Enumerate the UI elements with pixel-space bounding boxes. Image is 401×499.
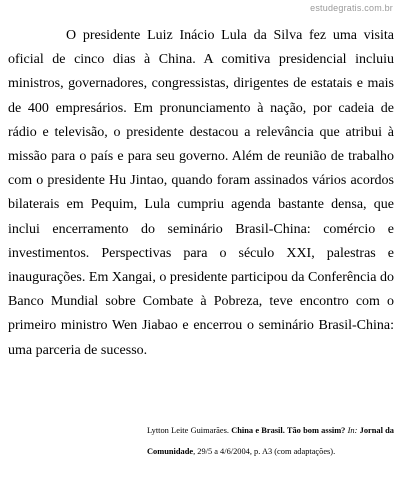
citation-title: China e Brasil. Tão bom assim? <box>231 426 346 435</box>
citation <box>147 420 394 462</box>
citation-details: , 29/5 a 4/6/2004, p. A3 (com adaptações). <box>193 447 336 456</box>
site-watermark: estudegratis.com.br <box>310 3 393 13</box>
citation-author: Lytton Leite Guimarães. <box>147 426 229 435</box>
citation-in-label: In: <box>347 426 358 435</box>
citation-source: Jornal da Comunidade <box>147 426 394 456</box>
document-page <box>8 24 394 363</box>
article-paragraph: O presidente Luiz Inácio Lula da Silva fez uma visita oficial de cinco dias à China. A comitiva presidencial incluiu ministros, governadores, congressistas, dirigentes de estatais e mais de 400 empresários. Em pronunciamento à nação, por cadeia de rádio e televisão, o presidente destacou a relevância que atribui à missão para o país e para seu governo. Além de reunião de trabalho com o presidente Hu Jintao, quando foram assinados vários acordos bilaterais em Pequim, Lula cumpriu agenda bastante densa, que inclui encerramento do seminário Brasil-China: comércio e investimentos. Perspectivas para o século XXI, palestras e inaugurações. Em Xangai, o presidente participou da Conferência do Banco Mundial sobre Combate à Pobreza, teve encontro com o primeiro ministro Wen Jiabao e encerrou o seminário Brasil-China: uma parceria de sucesso. <box>8 28 394 358</box>
